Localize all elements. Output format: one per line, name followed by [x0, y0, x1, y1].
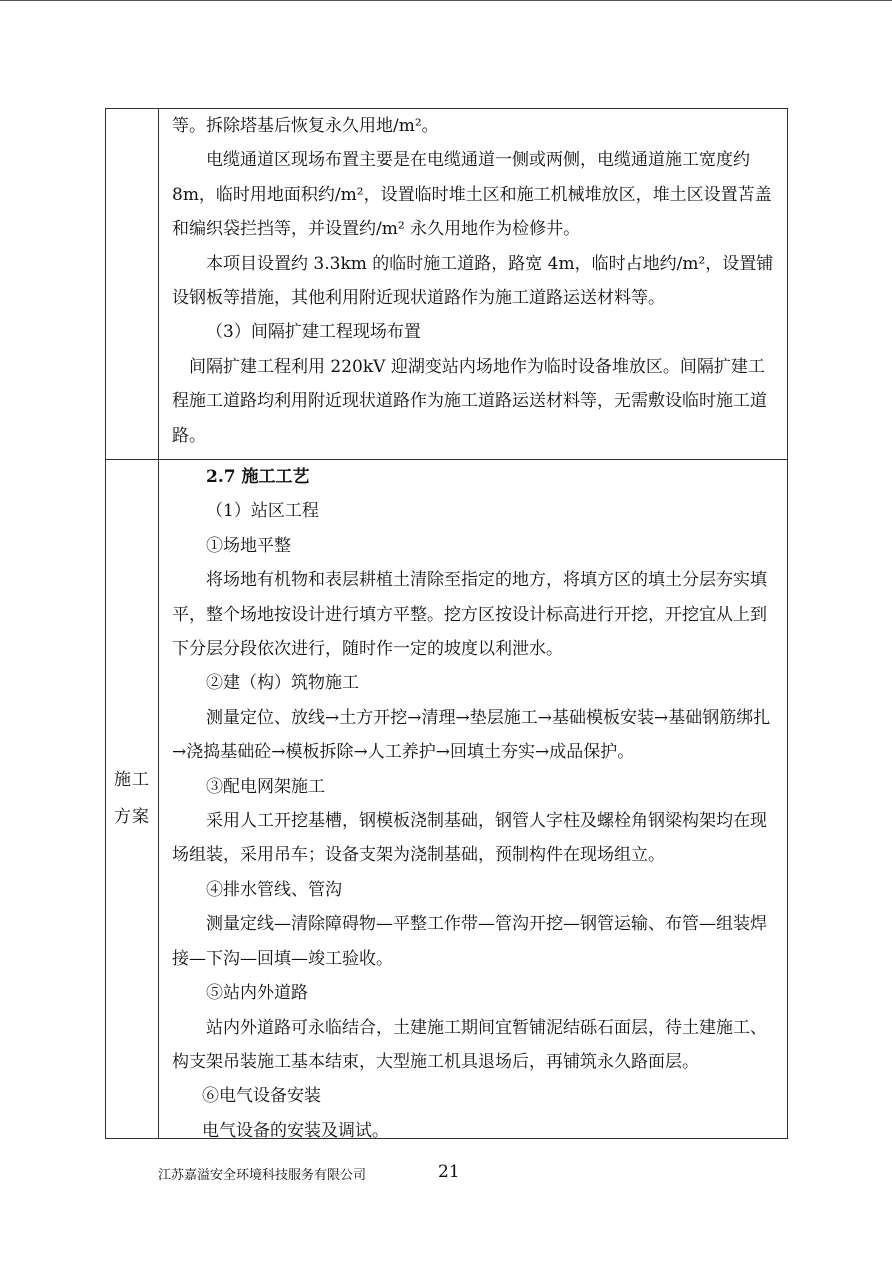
paragraph: 站内外道路可永临结合，土建施工期间宜暂铺泥结砾石面层，待土建施工、构支架吊装施工基本结束，大型施工机具退场后，再铺筑永久路面层。 — [172, 1017, 767, 1072]
content-cell — [159, 460, 788, 1139]
paragraph: 电气设备的安装及调试。 — [202, 1120, 389, 1141]
table-row — [106, 109, 788, 460]
section-heading: 2.7 施工工艺 — [206, 467, 310, 487]
paragraph: 等。拆除塔基后恢复永久用地/m²。 — [172, 116, 439, 136]
label-cell — [106, 460, 159, 1139]
content-cell — [159, 109, 788, 460]
paragraph: ④排水管线、管沟 — [206, 879, 342, 900]
page-number: 21 — [438, 1162, 460, 1182]
paragraph: 测量定线—清除障碍物—平整工作带—管沟开挖—钢管运输、布管—组装焊接—下沟—回填—竣工验收。 — [172, 914, 767, 969]
paragraph: ①场地平整 — [206, 535, 291, 556]
paragraph: 将场地有机物和表层耕植土清除至指定的地方，将填方区的填土分层夯实填平，整个场地按设计进行填方平整。挖方区按设计标高进行开挖，开挖宜从上到下分层分段依次进行，随时作一定的坡度以利泄水。 — [172, 570, 767, 660]
paragraph: 采用人工开挖基槽，钢模板浇制基础，钢管人字柱及螺栓角钢梁构架均在现场组装，采用吊车；设备支架为浇制基础，预制构件在现场组立。 — [172, 811, 767, 866]
paragraph: 测量定位、放线→土方开挖→清理→垫层施工→基础模板安装→基础钢筋绑扎→浇捣基础砼→模板拆除→人工养护→回填土夯实→成品保护。 — [172, 707, 771, 763]
paragraph: ⑤站内外道路 — [206, 983, 308, 1004]
paragraph: ⑥电气设备安装 — [202, 1086, 321, 1107]
paragraph: ②建（构）筑物施工 — [206, 673, 359, 694]
row-label-line1: 施工 — [114, 770, 150, 790]
label-cell-empty — [106, 109, 159, 460]
paragraph: ③配电网架施工 — [206, 776, 325, 797]
content-table — [105, 108, 788, 1139]
table-row — [106, 460, 788, 1139]
paragraph: 间隔扩建工程利用 220kV 迎湖变站内场地作为临时设备堆放区。间隔扩建工程施工道路均利用附近现状道路作为施工道路运送材料等，无需敷设临时施工道路。 — [172, 356, 767, 446]
paragraph: 本项目设置约 3.3km 的临时施工道路，路宽 4m，临时占地约/m²，设置铺设钢板等措施，其他利用附近现状道路作为施工道路运送材料等。 — [172, 253, 774, 309]
footer-company: 江苏嘉溢安全环境科技服务有限公司 — [158, 1168, 367, 1183]
paragraph: 电缆通道区现场布置主要是在电缆通道一侧或两侧，电缆通道施工宽度约 8m，临时用地面积约/m²，设置临时堆土区和施工机械堆放区，堆土区设置苫盖和编织袋拦挡等，并设置约/m² 永久用地作为检修井。 — [172, 150, 772, 240]
row-label-line2: 方案 — [114, 807, 150, 827]
paragraph: （1）站区工程 — [206, 501, 319, 522]
paragraph: （3）间隔扩建工程现场布置 — [206, 322, 421, 343]
top-rule — [0, 0, 892, 1]
